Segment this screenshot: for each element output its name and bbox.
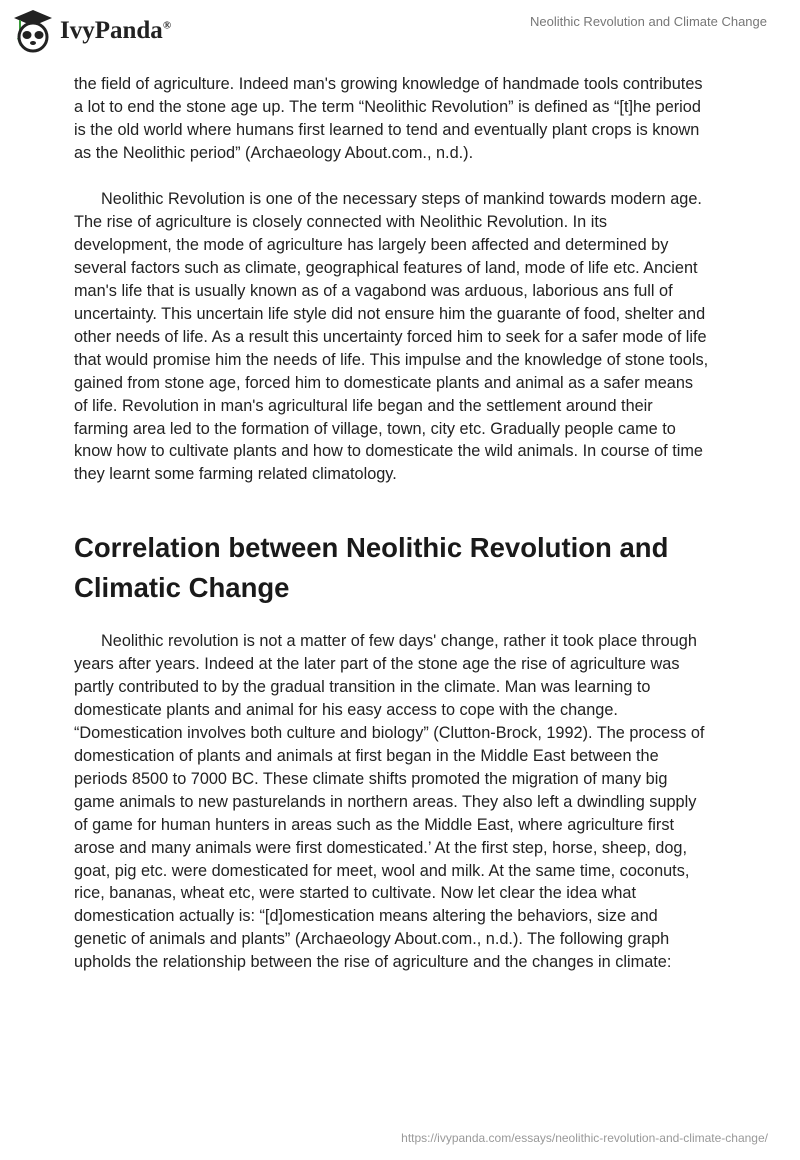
text-line: the field of agriculture. Indeed man's growing knowledge of handmade tools contributes xyxy=(74,75,703,93)
brand-text: IvyPanda xyxy=(60,17,163,44)
text-line: as the Neolithic period” (Archaeology About.com., n.d.). xyxy=(74,143,474,162)
text-line: Neolithic revolution is not a matter of few days' change, rather it took place through xyxy=(101,632,697,650)
text-line: other needs of life. As a result this uncertainty forced him to seek for a safer mode of life xyxy=(74,327,707,346)
text-line: genetic of animals and plants” (Archaeology About.com., n.d.). The following graph xyxy=(74,930,670,949)
text-line: arose and many animals were first domesticated.’ At the first step, horse, sheep, dog, xyxy=(74,838,687,857)
text-line: of game for human hunters in areas such as the Middle East, where agriculture first xyxy=(74,815,674,834)
text-line: periods 8500 to 7000 BC. These climate shifts promoted the migration of many big xyxy=(74,769,668,788)
text-line: that would promise him the needs of life. This impulse and the knowledge of stone tools, xyxy=(74,350,709,369)
text-line: Neolithic Revolution is one of the necessary steps of mankind towards modern age. xyxy=(101,190,702,208)
text-line: a lot to end the stone age up. The term “Neolithic Revolution” is defined as “[t]he period xyxy=(74,97,701,116)
text-line: domesticate plants and animal for his easy access to cope with the change. xyxy=(74,700,618,719)
heading-line: Climatic Change xyxy=(74,572,290,603)
text-line: farming area led to the formation of village, town, city etc. Gradually people came to xyxy=(74,419,676,438)
paragraph-1 xyxy=(74,73,754,165)
text-line: several factors such as climate, geographical features of land, mode of life etc. Ancient xyxy=(74,258,698,277)
document-title: Neolithic Revolution and Climate Change xyxy=(529,14,767,29)
text-line: development, the mode of agriculture has largely been affected and determined by xyxy=(74,235,669,254)
ivypanda-logo[interactable] xyxy=(12,8,171,54)
text-line: years after years. Indeed at the later part of the stone age the rise of agriculture was xyxy=(74,654,680,673)
text-line: domestication of plants and animals at first began in the Middle East between the xyxy=(74,746,659,765)
text-line: goat, pig etc. were domesticated for meet, wool and milk. At the same time, coconuts, xyxy=(74,861,690,880)
text-line: man's life that is usually known as of a vagabond was arduous, laborious ans full of xyxy=(74,281,673,300)
source-url-link[interactable]: https://ivypanda.com/essays/neolithic-revolution-and-climate-change/ xyxy=(401,1131,768,1145)
text-line: uncertainty. This uncertain life style did not ensure him the guarante of food, shelter and xyxy=(74,304,706,323)
text-line: partly contributed to by the gradual transition in the climate. Man was learning to xyxy=(74,677,651,696)
brand-name xyxy=(60,17,171,45)
section-heading xyxy=(74,528,668,608)
text-line: rice, bananas, wheat etc, were started to cultivate. Now let clear the idea what xyxy=(74,884,636,903)
text-line: of life. Revolution in man's agricultural life began and the settlement around their xyxy=(74,396,653,415)
text-line: gained from stone age, forced him to domesticate plants and animal as a safer means xyxy=(74,373,694,392)
panda-graduate-icon xyxy=(12,8,54,54)
paragraph-2 xyxy=(74,188,754,486)
text-line: they learnt some farming related climatology. xyxy=(74,465,397,484)
text-line: is the old world where humans first learned to tend and eventually plant crops is known xyxy=(74,120,700,139)
registered-mark: ® xyxy=(162,19,172,32)
text-line: “Domestication involves both culture and biology” (Clutton-Brock, 1992). The process of xyxy=(74,723,705,742)
text-line: upholds the relationship between the rise of agriculture and the changes in climate: xyxy=(74,953,672,972)
text-line: The rise of agriculture is closely connected with Neolithic Revolution. In its xyxy=(74,212,608,231)
text-line: game animals to new pasturelands in northern areas. They also left a dwindling supply xyxy=(74,792,697,811)
text-line: know how to cultivate plants and how to domesticate the wild animals. In course of time xyxy=(74,442,703,461)
paragraph-3 xyxy=(74,630,754,974)
text-line: domestication actually is: “[d]omestication means altering the behaviors, size and xyxy=(74,907,658,926)
heading-line: Correlation between Neolithic Revolution and xyxy=(74,532,669,563)
